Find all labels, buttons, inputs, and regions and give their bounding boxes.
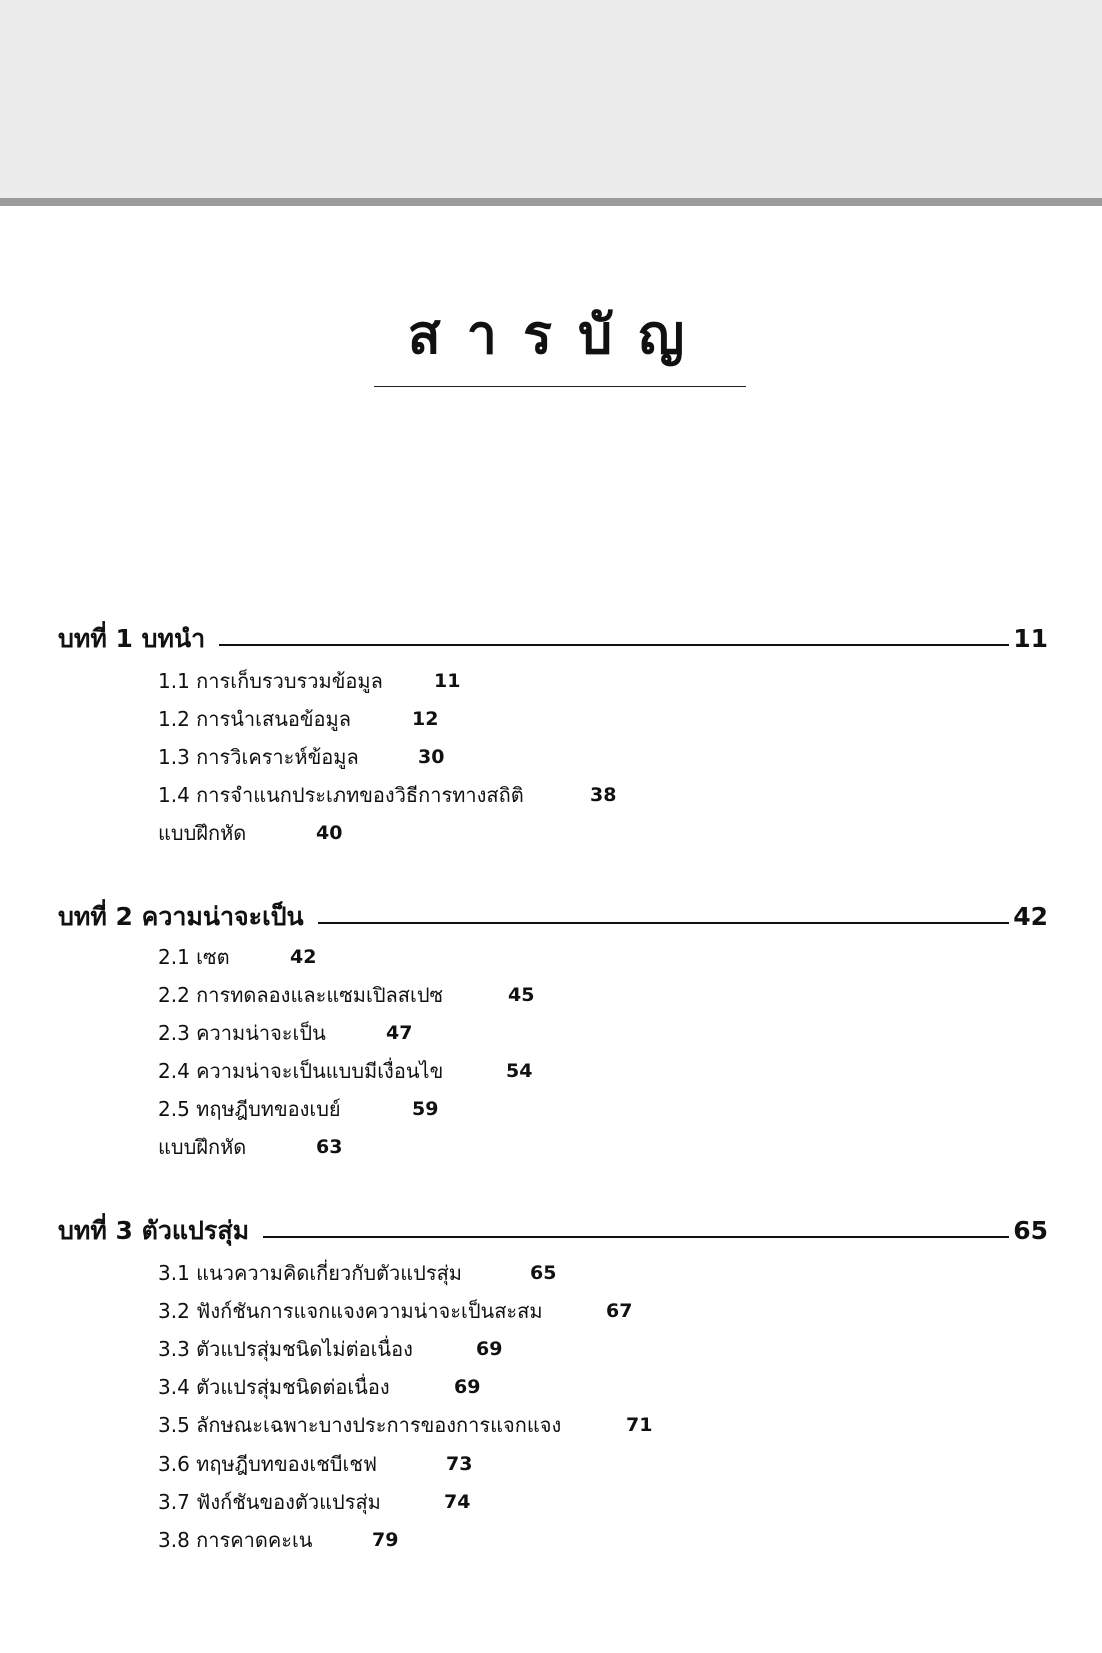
chapter-page-number: 42	[1013, 902, 1048, 931]
entry-title: 3.7 ฟังก์ชันของตัวแปรสุ่ม	[158, 1490, 381, 1514]
entry-page-number: 71	[626, 1414, 653, 1436]
entry-title: 2.1 เซต	[158, 945, 230, 969]
leader-line	[219, 644, 1009, 646]
toc-entry[interactable]	[158, 1256, 556, 1290]
toc-entry[interactable]	[158, 1523, 398, 1557]
entry-title: 1.2 การนำเสนอข้อมูล	[158, 707, 351, 731]
entry-title: 3.1 แนวความคิดเกี่ยวกับตัวแปรสุ่ม	[158, 1261, 462, 1285]
toc-entry[interactable]	[158, 1294, 632, 1328]
toc-entry[interactable]	[158, 1485, 470, 1519]
entry-title: 3.3 ตัวแปรสุ่มชนิดไม่ต่อเนื่อง	[158, 1337, 413, 1361]
entry-page-number: 11	[434, 670, 461, 692]
toc-entry[interactable]	[158, 1447, 472, 1481]
entry-page-number: 69	[454, 1376, 481, 1398]
entry-title: แบบฝึกหัด	[158, 1135, 247, 1159]
entry-title: 1.3 การวิเคราะห์ข้อมูล	[158, 745, 359, 769]
entry-page-number: 40	[316, 822, 343, 844]
toc-entry[interactable]	[158, 978, 534, 1012]
chapter-title: บทที่ 3 ตัวแปรสุ่ม	[58, 1216, 250, 1245]
entry-title: 3.4 ตัวแปรสุ่มชนิดต่อเนื่อง	[158, 1375, 390, 1399]
entry-title: 2.2 การทดลองและแซมเปิลสเปซ	[158, 983, 444, 1007]
toc-chapter-2[interactable]	[58, 892, 1048, 932]
entry-page-number: 47	[386, 1022, 413, 1044]
entry-page-number: 67	[606, 1300, 633, 1322]
toc-entry[interactable]	[158, 740, 444, 774]
chapter-title: บทที่ 1 บทนำ	[58, 624, 206, 653]
entry-title: 2.4 ความน่าจะเป็นแบบมีเงื่อนไข	[158, 1059, 444, 1083]
toc-entry[interactable]	[158, 702, 438, 736]
entry-page-number: 74	[444, 1491, 471, 1513]
title-underline	[374, 386, 746, 387]
entry-page-number: 73	[446, 1453, 473, 1475]
leader-line	[263, 1236, 1009, 1238]
toc-entry[interactable]	[158, 1408, 652, 1442]
entry-title: 2.3 ความน่าจะเป็น	[158, 1021, 326, 1045]
entry-title: 2.5 ทฤษฎีบทของเบย์	[158, 1097, 341, 1121]
entry-page-number: 42	[290, 946, 317, 968]
toc-entry[interactable]	[158, 1130, 342, 1164]
entry-title: 1.1 การเก็บรวบรวมข้อมูล	[158, 669, 383, 693]
toc-entry[interactable]	[158, 1054, 532, 1088]
toc-entry[interactable]	[158, 1332, 502, 1366]
entry-title: 3.6 ทฤษฎีบทของเชบีเชฟ	[158, 1452, 378, 1476]
chapter-title: บทที่ 2 ความน่าจะเป็น	[58, 902, 304, 931]
entry-page-number: 69	[476, 1338, 503, 1360]
toc-entry[interactable]	[158, 1370, 480, 1404]
entry-page-number: 65	[530, 1262, 557, 1284]
entry-title: 3.5 ลักษณะเฉพาะบางประการของการแจกแจง	[158, 1413, 562, 1437]
toc-entry[interactable]	[158, 778, 616, 812]
toc-chapter-3[interactable]	[58, 1206, 1048, 1246]
entry-title: 1.4 การจำแนกประเภทของวิธีการทางสถิติ	[158, 783, 524, 807]
entry-page-number: 63	[316, 1136, 343, 1158]
toc-entry[interactable]	[158, 816, 342, 850]
entry-page-number: 45	[508, 984, 535, 1006]
toc-entry[interactable]	[158, 1016, 412, 1050]
entry-page-number: 12	[412, 708, 439, 730]
chapter-page-number: 65	[1013, 1216, 1048, 1245]
entry-page-number: 79	[372, 1529, 399, 1551]
toc-entry[interactable]	[158, 664, 460, 698]
page-title: สารบัญ	[407, 303, 711, 366]
toc-entry[interactable]	[158, 1092, 438, 1126]
toc-entry[interactable]	[158, 940, 316, 974]
entry-page-number: 59	[412, 1098, 439, 1120]
toc-chapter-1[interactable]	[58, 614, 1048, 654]
entry-title: 3.2 ฟังก์ชันการแจกแจงความน่าจะเป็นสะสม	[158, 1299, 543, 1323]
entry-page-number: 54	[506, 1060, 533, 1082]
entry-title: แบบฝึกหัด	[158, 821, 247, 845]
entry-page-number: 38	[590, 784, 617, 806]
entry-page-number: 30	[418, 746, 445, 768]
entry-title: 3.8 การคาดคะเน	[158, 1528, 313, 1552]
chapter-page-number: 11	[1013, 624, 1048, 653]
header-band	[0, 0, 1102, 206]
leader-line	[318, 922, 1010, 924]
